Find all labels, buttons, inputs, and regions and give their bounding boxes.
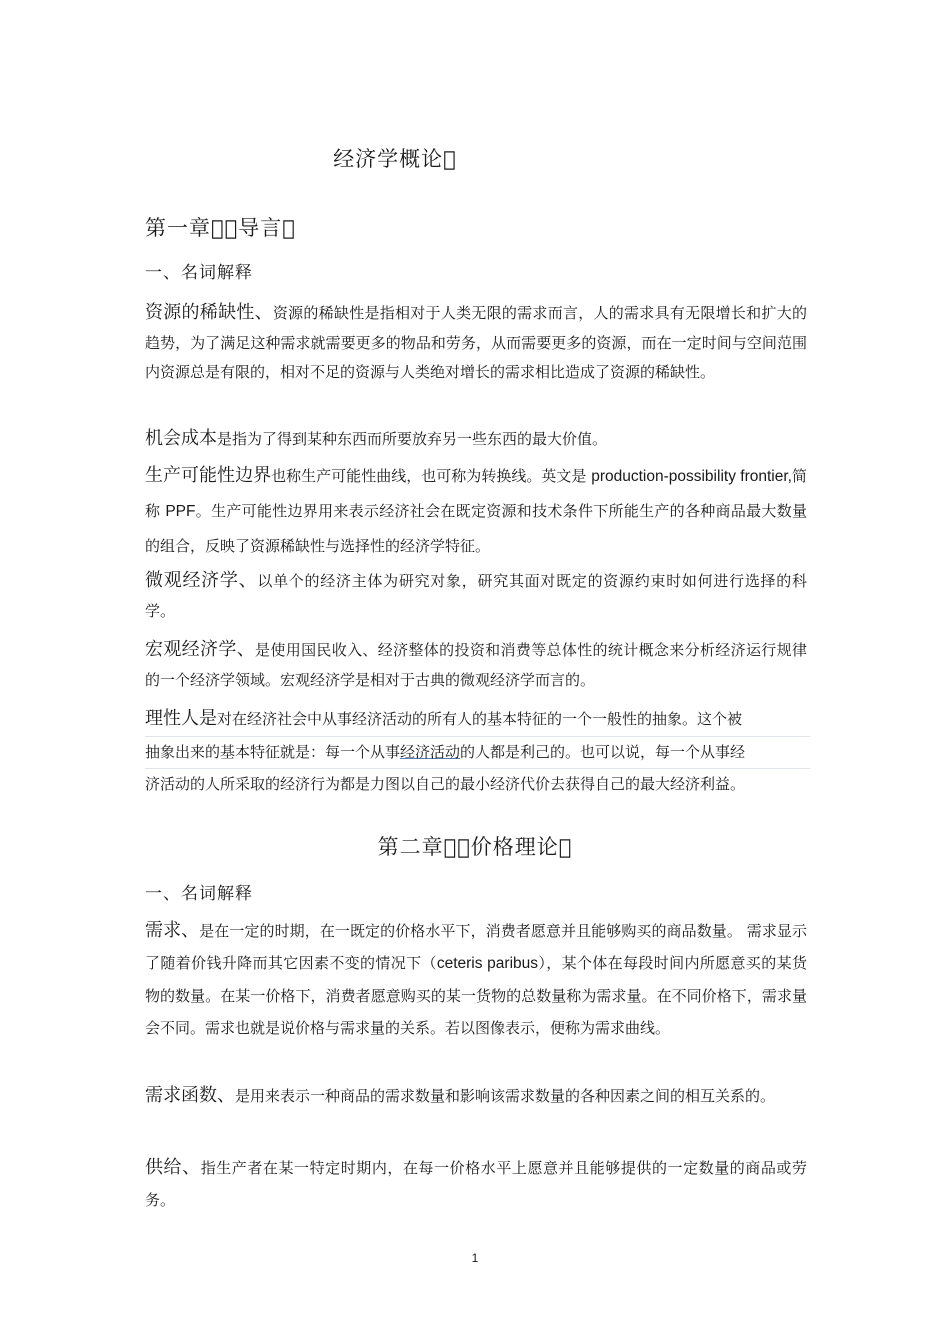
ppf-english-name: production-possibility frontier, [591,468,792,485]
rational-person-paragraph [145,703,810,801]
rational-person-line-1 [145,703,810,737]
chapter-1-subheading: 一、名词解释 [145,263,253,283]
ppf-paragraph [145,459,807,563]
macroeconomics-definition: 是使用国民收入、经济整体的投资和消费等总体性的统计概念来分析经济运行规律的一个经济学领域。宏观经济学是相对于古典的微观经济学而言的。 [145,641,807,689]
macroeconomics-paragraph [145,635,807,695]
rational-person-line-3: 济活动的人所采取的经济行为都是力图以自己的最小经济代价去获得自己的最大经济利益。 [145,775,746,793]
ppf-definition-part1: 也称生产可能性曲线，也可称为转换线。英文是 [271,467,592,485]
ceteris-paribus: ceteris paribus [436,955,538,972]
chapter-2-heading: 第二章  价格理论  [377,835,573,859]
ppf-definition-part2: 简称 [145,467,807,520]
opportunity-cost-term: 机会成本 [145,428,217,449]
supply-paragraph [145,1152,807,1216]
demand-function-paragraph [145,1080,807,1112]
microeconomics-term: 微观经济学、 [145,570,258,591]
economic-activity-link[interactable]: 经济活动 [400,742,461,761]
page-number: 1 [471,1251,479,1265]
document-title: 经济学概论  [333,147,457,171]
ppf-definition-part3: 。生产可能性边界用来表示经济社会在既定资源和技术条件下所能生产的各种商品最大数量的组合，反映了资源稀缺性与选择性的经济学特征。 [145,502,807,555]
rational-person-term: 理性人是 [145,708,217,729]
opportunity-cost-paragraph [145,424,807,455]
microeconomics-paragraph [145,566,807,626]
demand-function-term: 需求函数、 [145,1085,235,1106]
supply-definition: 指生产者在某一特定时期内，在每一价格水平上愿意并且能够提供的一定数量的商品或劳务。 [145,1159,807,1209]
scarcity-paragraph [145,298,807,388]
demand-definition-part2: ），某个体在每段时间内所愿意买的某货物的数量。在某一价格下，消费者愿意购买的某一货物的总数量称为需求量。在不同价格下，需求量会不同。需求也就是说价格与需求量的关系。若以图像表示，便称为需求曲线。 [145,954,807,1037]
opportunity-cost-definition: 是指为了得到某种东西而所要放弃另一些东西的最大价值。 [217,430,608,448]
demand-function-definition: 是用来表示一种商品的需求数量和影响该需求数量的各种因素之间的相互关系的。 [235,1087,776,1105]
rational-person-line-2 [145,737,810,770]
ppf-abbreviation: PPF [165,503,196,520]
scarcity-term: 资源的稀缺性、 [145,302,273,323]
supply-term: 供给、 [145,1157,201,1178]
rational-person-definition-line2a: 抽象出来的基本特征就是：每一个从事 [145,742,401,761]
rational-person-definition-line1: 对在经济社会中从事经济活动的所有人的基本特征的一个一般性的抽象。这个被 [217,710,743,728]
rational-person-definition-line2b: 的人都是利己的。也可以说，每一个从事经 [460,742,746,761]
scarcity-definition: 资源的稀缺性是指相对于人类无限的需求而言，人的需求具有无限增长和扩大的趋势，为了满足这种需求就需要更多的物品和劳务，从而需要更多的资源，而在一定时间与空间范围内资源总是有限的，相对不足的资源与人类绝对增长的需求相比造成了资源的稀缺性。 [145,304,807,381]
demand-paragraph [145,915,807,1044]
chapter-2-subheading: 一、名词解释 [145,884,253,904]
ppf-term: 生产可能性边界 [145,465,272,486]
chapter-1-heading: 第一章  导言  [145,216,296,240]
demand-term: 需求、 [145,920,200,941]
demand-definition-part1: 是在一定的时期，在一既定的价格水平下，消费者愿意并且能够购买的商品数量。 需求显示了随着价钱升降而其它因素不变的情况下（ [145,922,808,972]
microeconomics-definition: 以单个的经济主体为研究对象，研究其面对既定的资源约束时如何进行选择的科学。 [145,572,807,620]
macroeconomics-term: 宏观经济学、 [145,639,256,660]
